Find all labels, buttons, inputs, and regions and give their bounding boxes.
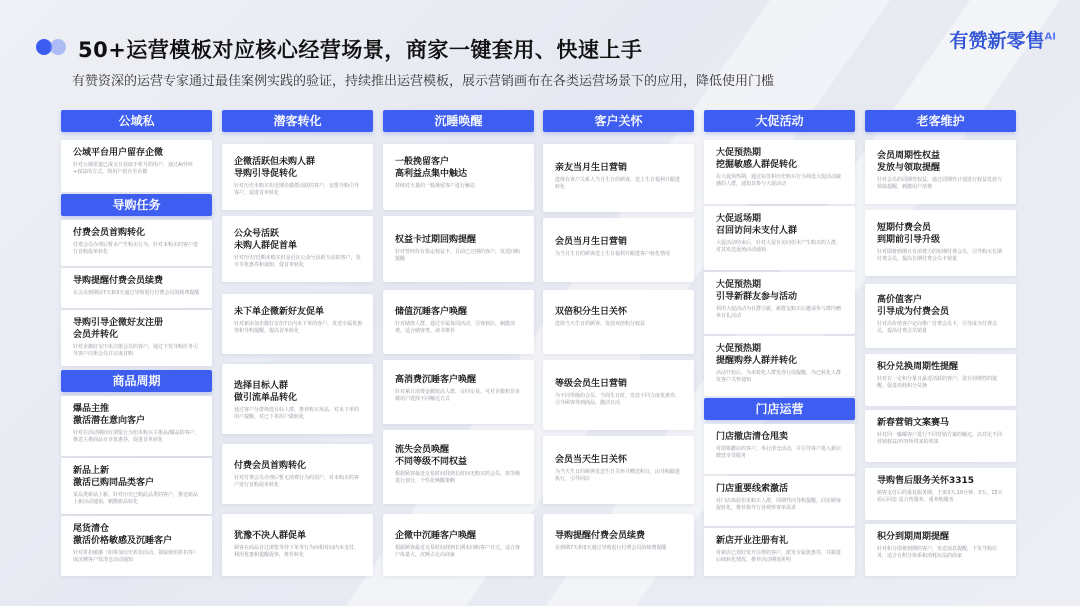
template-card[interactable]: 短期付费会员 到期前引导升级 针对即将到期且有消费力的短期付费会员，引导购买长期付费会员，提高长期付费会员卡销量 — [865, 210, 1016, 276]
template-card[interactable]: 会员当天生日关怀 为当天生日的顾客发送生日关怀并赠送积分，由导购跟进执行，引导回店 — [543, 436, 694, 504]
section-header: 导购任务 — [61, 194, 212, 216]
page-subtitle: 有赞资深的运营专家通过最佳案例实践的验证，持续推出运营模板，展示营销画布在各类运营场景下的应用，降低使用门槛 — [72, 74, 775, 89]
page-header — [36, 30, 1060, 90]
template-card[interactable]: 选择目标人群 做引流单品转化 通过客户分群筛选目标人群，推荐购买单品，对未下单的用户提醒，对已下单用户做转化 — [222, 364, 373, 434]
template-card[interactable]: 流失会员唤醒 不同等级不同权益 根据顾客最近交易时间找到长时间无购买的会员，按等级进行划分，个性化唤醒策略 — [383, 430, 534, 504]
template-card[interactable]: 爆品主推 激活潜在意向客户 针对在活动期间有浏览行为但未购买主推品/爆品的客户，推送主推商品专享优惠券，促进首单转化 — [61, 396, 212, 456]
template-card[interactable]: 大促预热期 引导新群友参与活动 利用大促活动为社群引新，新群友购买后邀请参与群内赠单有礼活动 — [704, 272, 855, 334]
template-card[interactable]: 企微活跃但未购人群 导购引导促转化 针对历史未购买但近期企微群活跃的客户，安排导购引导客户，促进首单转化 — [222, 144, 373, 210]
template-card[interactable]: 会员周期性权益 发放与领取提醒 针对会员的周期性权益，通过周期性计划进行权益发放与领取提醒，刺激用户消费 — [865, 140, 1016, 204]
template-card[interactable]: 门店重要线索激活 对门店体验但未购买人群，周期性向导购提醒，回访顾客促转化，推荐指导行业观察客单需求 — [704, 476, 855, 526]
template-card[interactable]: 积分兑换周期性提醒 针对有一定积分量且最近活跃的客户，进行周期性的提醒，促进消耗积分兑换 — [865, 354, 1016, 406]
template-card[interactable]: 等级会员生日营销 为不同等级的会员，当周生日时，发放不同力度优惠券，引导顾客等到商品，激活日活 — [543, 360, 694, 430]
template-card[interactable]: 企微中沉睡客户唤醒 根据顾客最近交易时间找到长期未回购客户日过，适合客户体量大，沉睡占比高商家 — [383, 514, 534, 576]
template-card[interactable]: 亲友当月生日营销 选择有客户关系人当月生日的顾客，送上生日福利并跟进转化 — [543, 144, 694, 212]
template-card[interactable]: 门店撤店清仓甩卖 对即将撤店的客户，举行清仓活动，并引导客户进入新店微营享受服务 — [704, 424, 855, 474]
template-card[interactable]: 会员当月生日营销 为当月生日的顾客送上生日福利并跟进客户转化情况 — [543, 218, 694, 282]
template-card[interactable]: 公众号活跃 未购人群促首单 针对历史/近期未购买但是近在公众号活跃互动的客户，发专享优惠券和通知，促首单转化 — [222, 216, 373, 282]
template-card[interactable]: 尾货清仓 激活价格敏感及沉睡客户 针对折扣敏感（如参加历史折扣活动、领取使用折扣券）或沉睡客户发清仓活动通知 — [61, 516, 212, 576]
template-card[interactable]: 犹豫不决人群促单 顾客在商品有过浏览等待下单等行为而相对间内未支付，利用优惠和提醒促单，推荐转化 — [222, 514, 373, 576]
template-card[interactable]: 导购引导企微好友注册会员并转化 针对企微好友中未注册会员的客户，通过下发导购任务引导客户注册会员并完成首购 — [61, 310, 212, 366]
template-card[interactable]: 公域平台用户留存企微 针对公域渠道已成交且获取手机号的用户，通过AI外呼+权益的方式，将用户留存至企微 — [61, 140, 212, 192]
template-card[interactable]: 大促预热期 挖掘敏感人群促转化 在大促预热期，通过标签和历史购买行为筛选大促活动敏感的人群，通知其参与大促活动 — [704, 140, 855, 204]
template-card[interactable]: 高消费沉睡客户唤醒 针对累计消费金额较高人群，召回交易。可对企微和非企微用户选择不同触达方式 — [383, 360, 534, 424]
brand-logo: 有赞新零售$^{AI}$ — [949, 30, 1056, 52]
column-header: 客户关怀 — [543, 110, 694, 132]
column-header: 大促活动 — [704, 110, 855, 132]
template-card[interactable]: 储值沉睡客户唤醒 针对储值人群，通过专属每周活动，引客到店，刺激消费，适合储客类、读书推荐 — [383, 290, 534, 354]
template-card[interactable]: 导购提醒付费会员续费 在到期7天和3天通过导购进行付费会员的续费提醒 — [543, 514, 694, 576]
column-header: 沉睡唤醒 — [383, 110, 534, 132]
template-card[interactable]: 一般挽留客户 高利益点集中触达 持续对大量的一般挽留客户进行触达 — [383, 144, 534, 210]
bullet-dots-icon — [36, 39, 66, 55]
column-promotion — [704, 110, 855, 563]
template-card[interactable]: 付费会员首购转化 付费会员办理后暂未产生购买行为，针对未购买的客户进行首购促单转化 — [61, 220, 212, 266]
column-header: 公域私 — [61, 110, 212, 132]
template-card[interactable]: 大促预热期 提醒购券人群并转化 活动开始后，为未转化人群发券行前提醒，为已转化人群发客户关怀通知 — [704, 336, 855, 396]
template-card[interactable]: 积分到期周期提醒 针对积分即将到期的客户，发送消息提醒，下发导购任务，适合有积分体系和消耗玩法的商家 — [865, 524, 1016, 576]
column-dormant-wakeup — [383, 110, 534, 558]
column-customer-care — [543, 110, 694, 551]
template-card[interactable]: 付费会员首购转化 针对付费会员办理后暂无消费行为的用户，对未购买的客户进行首购促单转化 — [222, 444, 373, 504]
column-header: 潜客转化 — [222, 110, 373, 132]
template-card[interactable]: 大促返场期 召回访问未支付人群 大促活动结束后，针对大促有访问但未产生购买的人群，对其发送返场活动通知 — [704, 206, 855, 270]
template-card[interactable]: 导购提醒付费会员续费 在会员到期前7天和3天通过导购进行付费会员的续费提醒 — [61, 268, 212, 308]
section-header: 商品周期 — [61, 370, 212, 392]
column-existing-customer — [865, 110, 1016, 559]
template-card[interactable]: 新店开业注册有礼 对新店已划好发开注册的客户，派发专属优惠券，并跟进后续转化情况，推荐活动期加更明 — [704, 528, 855, 576]
template-card[interactable]: 新春营销文案赛马 针对同一曝曝客户进行不同营销方案的触达，以对比不同营销权益/内容所带来的效果 — [865, 410, 1016, 462]
column-header: 老客维护 — [865, 110, 1016, 132]
template-card[interactable]: 权益卡过期回购提醒 针对曾经持有指定权益卡、目前已过期的客户，发送回购提醒 — [383, 216, 534, 282]
template-card[interactable]: 未下单企微新好友促单 针对新添加企微好友但7日内未下单的客户，发送专属优惠券和导购提醒，提高首单转化 — [222, 294, 373, 354]
template-card[interactable]: 新品上新 激活已购同品类客户 某品类新品上新，针对历史已购此品类的客户，推送新品上新活动通知，刺激新品转化 — [61, 458, 212, 514]
section-header: 门店运营 — [704, 398, 855, 420]
template-card[interactable]: 导购售后服务关怀3315 顾客支付后的重复服务期，于第3天,10分钟、3天、15天看后回访 适合售服务、重养购服务 — [865, 468, 1016, 520]
column-private-domain — [61, 110, 212, 563]
template-card[interactable]: 双倍积分生日关怀 选择当天生日的顾客，发放双倍积分权益 — [543, 290, 694, 354]
template-card[interactable]: 高价值客户 引导成为付费会员 针对高价值客户定向推广付费会员卡，引导成为付费会员，提高付费会员销量 — [865, 284, 1016, 348]
column-prospect-conversion — [222, 110, 373, 558]
page-title: 50+运营模板对应核心经营场景，商家一键套用、快速上手 — [78, 38, 643, 62]
